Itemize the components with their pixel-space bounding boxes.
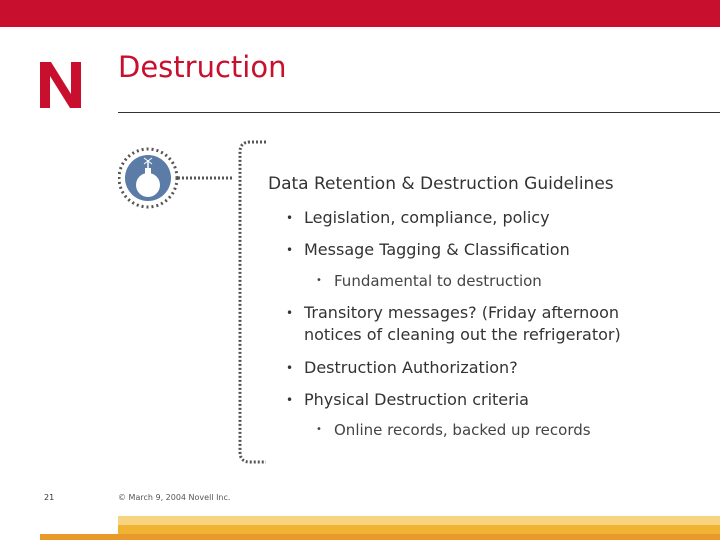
bullet-text: Message Tagging & Classification bbox=[304, 240, 570, 259]
copyright-notice: © March 9, 2004 Novell Inc. bbox=[118, 493, 231, 502]
bullet-text: Physical Destruction criteria bbox=[304, 390, 529, 409]
footer-bar-mid bbox=[118, 525, 720, 534]
bomb-icon bbox=[119, 149, 177, 207]
novell-logo bbox=[36, 56, 86, 112]
bullet-dot: • bbox=[286, 243, 294, 257]
bullet-dot: • bbox=[286, 306, 294, 320]
bullet-text: Legislation, compliance, policy bbox=[304, 208, 550, 227]
bullet-dot: • bbox=[286, 393, 294, 407]
subbullet-dot: • bbox=[316, 424, 322, 435]
page-number: 21 bbox=[44, 493, 55, 502]
top-brand-bar bbox=[0, 0, 720, 27]
bullet-dot: • bbox=[286, 361, 294, 375]
title-rule bbox=[118, 112, 720, 113]
slide-title: Destruction bbox=[118, 50, 287, 84]
bullet-dot: • bbox=[286, 211, 294, 225]
footer-bar-dark bbox=[40, 534, 720, 540]
subbullet-text: Fundamental to destruction bbox=[334, 272, 542, 290]
bullet-text: Transitory messages? (Friday afternoon bbox=[304, 303, 619, 322]
bomb-graphic bbox=[118, 130, 278, 470]
subbullet-dot: • bbox=[316, 275, 322, 286]
content-heading: Data Retention & Destruction Guidelines bbox=[268, 174, 614, 194]
bullet-text: Destruction Authorization? bbox=[304, 358, 518, 377]
subbullet-text: Online records, backed up records bbox=[334, 421, 591, 439]
footer-bar-light bbox=[118, 516, 720, 525]
bullet-text: notices of cleaning out the refrigerator) bbox=[304, 325, 621, 344]
